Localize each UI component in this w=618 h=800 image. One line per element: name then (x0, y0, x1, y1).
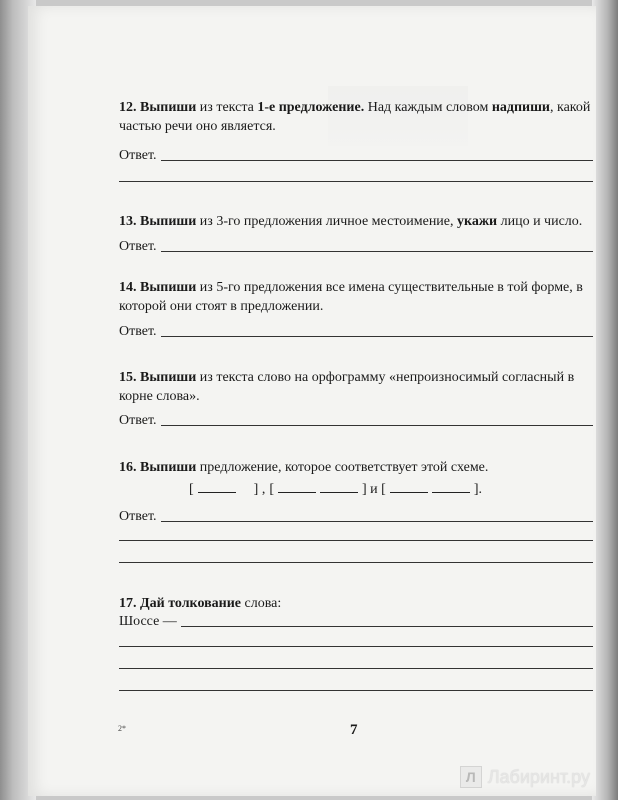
task-15-tail: из текста слово на орфограмму «непроизносимый согласный в корне слова». (119, 370, 575, 404)
scheme-bracket: ]. (473, 482, 483, 497)
task-13-answer-row (119, 239, 593, 255)
worksheet-page (28, 6, 596, 796)
scheme-slot (320, 480, 358, 493)
task-12-after: Над каждым словом (364, 100, 492, 115)
task-14 (119, 278, 593, 316)
watermark (460, 766, 590, 788)
task-15-verb: 15. Выпиши (119, 370, 197, 385)
task-16-verb: 16. Выпиши (119, 460, 197, 475)
answer-line[interactable] (181, 625, 593, 627)
task-14-tail: из 5-го предложения все имена существительные в той форме, в которой они стоят в предложении. (119, 280, 583, 314)
task-12-action: надпиши (491, 100, 550, 115)
watermark-text: Лабиринт.ру (487, 766, 590, 787)
task-12-object: 1-е предложение. (257, 100, 365, 115)
answer-line[interactable] (119, 562, 593, 563)
scheme-bracket: [ (269, 482, 275, 497)
answer-line[interactable] (119, 646, 593, 647)
answer-line[interactable] (119, 540, 593, 541)
answer-line[interactable] (119, 181, 593, 182)
task-13-action: укажи (457, 214, 498, 229)
answer-label: Ответ. (119, 239, 157, 254)
signature-mark: 2* (118, 724, 126, 733)
task-17-answer-row (119, 614, 593, 630)
task-14-verb: 14. Выпиши (119, 280, 197, 295)
definition-term: Шоссе — (119, 614, 177, 629)
labirint-logo-icon: Л (460, 766, 482, 788)
sentence-scheme (189, 480, 482, 498)
task-12-middle: из текста (196, 100, 258, 115)
task-15 (119, 368, 593, 406)
task-16-answer-row (119, 509, 593, 525)
scheme-slot (278, 480, 316, 493)
task-13 (119, 212, 593, 231)
answer-line[interactable] (161, 335, 593, 337)
answer-line[interactable] (119, 668, 593, 669)
task-13-tail: лицо и число. (497, 214, 583, 229)
task-17-tail: слова: (241, 596, 282, 611)
task-12 (119, 98, 593, 136)
scheme-slot (390, 480, 428, 493)
scheme-slot (432, 480, 470, 493)
answer-line[interactable] (161, 159, 593, 161)
answer-label: Ответ. (119, 413, 157, 428)
answer-line[interactable] (161, 424, 593, 426)
task-17-verb: 17. Дай толкование (119, 596, 242, 611)
task-12-verb: 12. Выпиши (119, 100, 197, 115)
task-16-tail: предложение, которое соответствует этой схеме. (196, 460, 489, 475)
scheme-slot (198, 480, 236, 493)
answer-line[interactable] (161, 520, 593, 522)
task-13-middle: из 3-го предложения личное местоимение, (196, 214, 458, 229)
scheme-bracket: ] , (253, 482, 266, 497)
task-16 (119, 458, 593, 477)
answer-line[interactable] (119, 690, 593, 691)
scheme-bracket: ] и [ (362, 482, 386, 497)
answer-label: Ответ. (119, 509, 157, 524)
scheme-bracket: [ (189, 482, 194, 497)
answer-line[interactable] (161, 250, 593, 252)
answer-label: Ответ. (119, 148, 157, 163)
task-12-tail: , какой частью речи оно является. (119, 100, 591, 134)
task-17 (119, 594, 593, 613)
task-14-answer-row (119, 324, 593, 340)
answer-label: Ответ. (119, 324, 157, 339)
task-15-answer-row (119, 413, 593, 429)
page-number: 7 (350, 722, 358, 738)
task-12-answer-row (119, 148, 593, 164)
task-13-verb: 13. Выпиши (119, 214, 197, 229)
scheme-gap (240, 481, 250, 493)
